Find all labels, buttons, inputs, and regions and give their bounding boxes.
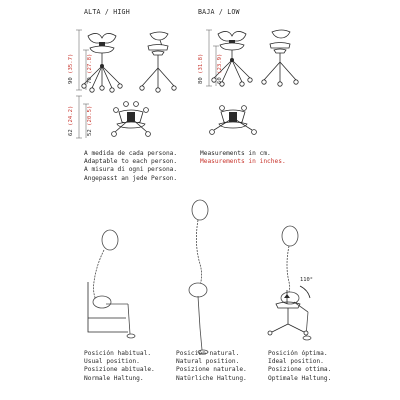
dim-high-62: 62 (24.2) [68,105,74,136]
chair-low-side [262,30,298,86]
caption-usual-position: Posición habitual. Usual position. Posizione abituale. Normale Haltung. [84,350,155,382]
measurements-inches: Measurements in inches. [200,158,286,166]
posture-usual-figure [88,230,135,338]
posture-natural-figure [189,200,208,354]
header-low: BAJA / LOW [198,8,240,16]
caption-natural-position: Posición natural. Natural position. Posizione naturale. Natürliche Haltung. [176,350,247,382]
dim-high-70: 70 (27.8) [87,53,93,84]
adaptable-text: A medida de cada persona. Adaptable to each person. A misura di ogni persona. Angepasst an jede Person. [84,150,178,182]
chair-low-top-view [210,106,257,135]
angle-label: 110° [300,277,313,283]
caption-ideal-position: Posición óptima. Ideal position. Posizione ottima. Optimale Haltung. [268,350,332,382]
chair-high-top-view [112,102,151,137]
chair-high-side [140,32,176,92]
measurements-legend [200,150,286,166]
dim-high-52: 52 (20.5) [87,105,93,136]
dim-high-90: 90 (35.7) [68,53,74,84]
header-high: ALTA / HIGH [84,8,130,16]
dim-low-80: 80 (31.8) [198,53,204,84]
dim-low-60: 60 (23.9) [217,53,223,84]
measurements-cm: Measurements in cm. [200,150,271,157]
